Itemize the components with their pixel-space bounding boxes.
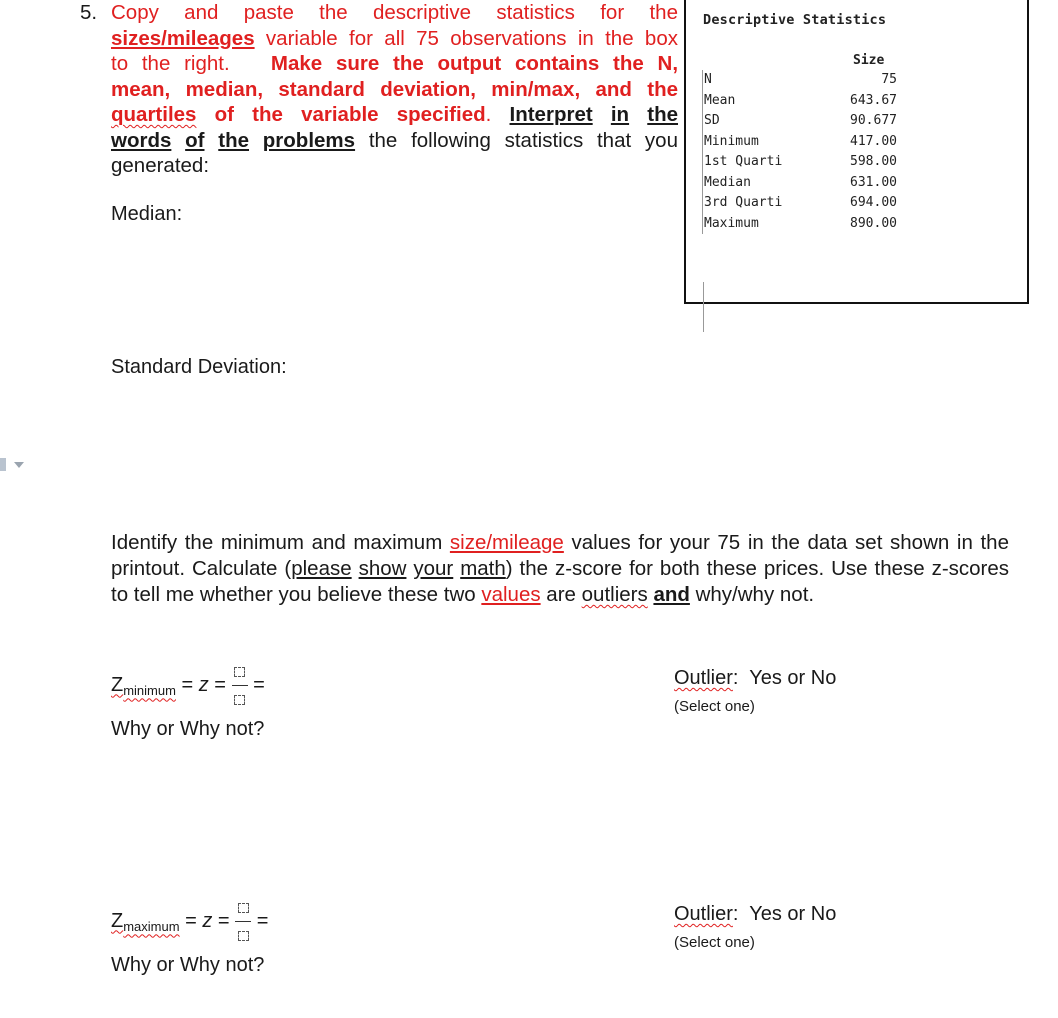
stats-row: SD 90.677 bbox=[704, 113, 897, 128]
numerator-placeholder[interactable] bbox=[238, 903, 249, 913]
fraction-placeholder[interactable] bbox=[235, 896, 251, 947]
stats-table bbox=[702, 70, 897, 234]
descriptive-statistics-box[interactable] bbox=[684, 0, 1029, 304]
why-label-min: Why or Why not? bbox=[111, 718, 265, 740]
why-label-max: Why or Why not? bbox=[111, 954, 265, 976]
stats-row: Median 631.00 bbox=[704, 174, 897, 190]
question-line-2: sizes/mileages variable for all 75 observations in the box bbox=[111, 26, 678, 50]
outlier-max-select[interactable]: Outlier: Yes or No bbox=[674, 903, 837, 925]
fraction-placeholder[interactable] bbox=[232, 660, 248, 711]
question-line-1: Copy and paste the descriptive statistics for the bbox=[111, 1, 678, 24]
stats-row: 1st Quarti 598.00 bbox=[704, 154, 897, 169]
stats-row: Minimum 417.00 bbox=[704, 133, 897, 149]
median-label: Median: bbox=[111, 203, 183, 225]
question-line-3: to the right. Make sure the output contains the N, bbox=[111, 52, 679, 75]
std-dev-label: Standard Deviation: bbox=[111, 356, 287, 378]
question-line-4: mean, median, standard deviation, min/max, and the bbox=[111, 77, 678, 101]
z-minimum-equation[interactable]: $Z_{minimum} = z$ = = bbox=[111, 660, 265, 711]
outlier-min-select[interactable]: Outlier: Yes or No bbox=[674, 667, 837, 689]
question-line-6: words of the problems the following statistics that you bbox=[111, 128, 678, 152]
question-line-5: quartiles of the variable specified. Interpret in the bbox=[111, 103, 679, 126]
stats-row: N 75 bbox=[704, 72, 897, 87]
numerator-placeholder[interactable] bbox=[234, 667, 245, 677]
instructions-paragraph: Identify the minimum and maximum size/mileage values for your 75 in the data set shown in the printout. Calculate (please show your math) the z-score for both these prices. Use these z-scores to tell me whether you believe these two values are outliers and why/why not. bbox=[111, 531, 1010, 606]
select-one-note: (Select one) bbox=[674, 934, 755, 951]
select-one-note: (Select one) bbox=[674, 698, 755, 715]
stats-row: Mean 643.67 bbox=[704, 92, 897, 108]
stats-row: 3rd Quarti 694.00 bbox=[704, 195, 897, 210]
stats-column-header: Size bbox=[853, 53, 885, 68]
denominator-placeholder[interactable] bbox=[234, 695, 245, 705]
question-number: 5. bbox=[80, 1, 98, 24]
collapse-marker-icon[interactable] bbox=[0, 455, 30, 475]
question-block bbox=[80, 0, 678, 179]
question-line-7: generated: bbox=[111, 154, 210, 177]
stats-title: Descriptive Statistics bbox=[703, 12, 887, 28]
text-cursor bbox=[703, 282, 704, 332]
z-maximum-equation[interactable]: $Z_{maximum} = z$ = = bbox=[111, 896, 268, 947]
denominator-placeholder[interactable] bbox=[238, 931, 249, 941]
stats-row: Maximum 890.00 bbox=[704, 215, 897, 231]
